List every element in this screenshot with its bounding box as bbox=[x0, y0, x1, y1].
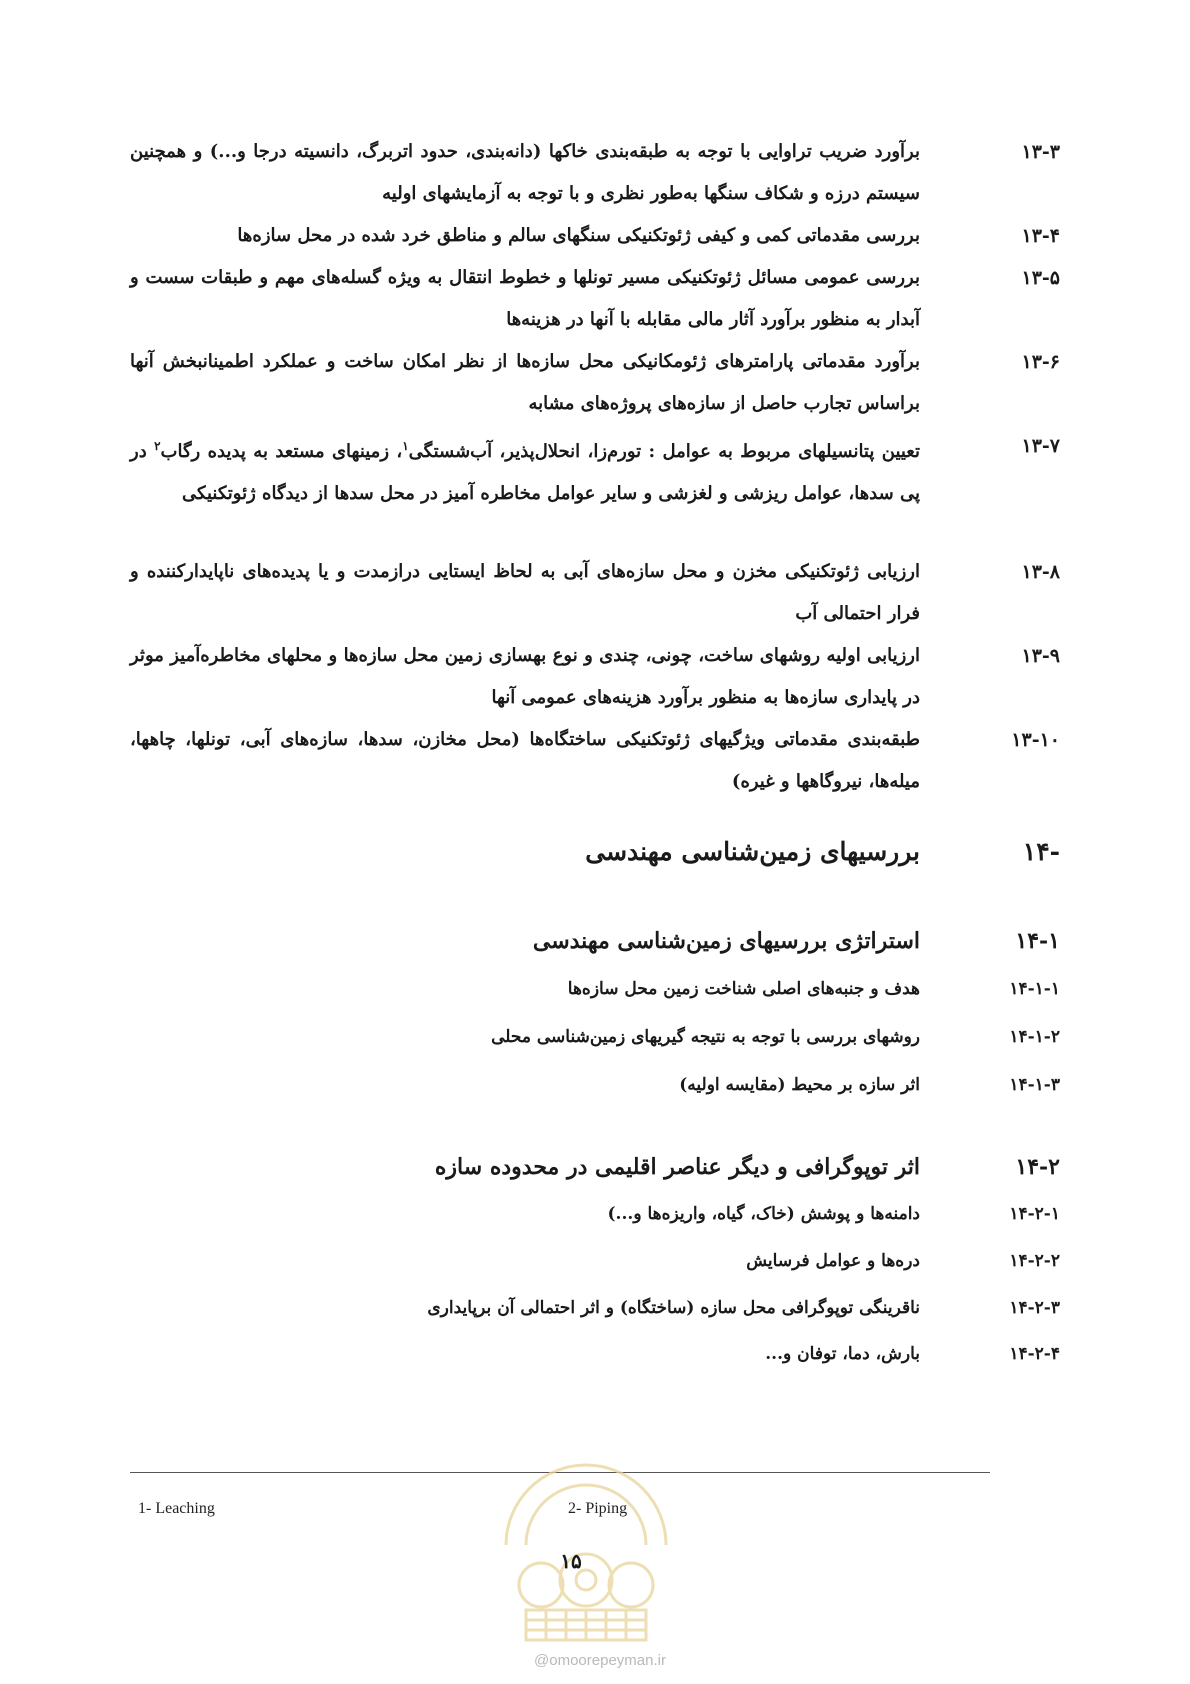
item-text-part: ، زمینهای مستعد به پدیده رگاب bbox=[160, 441, 403, 462]
section-number: ۱۴- bbox=[1022, 837, 1060, 866]
item-text: برآورد مقدماتی پارامترهای ژئومکانیکی محل سازه‌ها از نظر امکان ساخت و عملکرد اطمینانبخش آنها براساس تجارب حاصل از سازه‌های پروژه‌های مشابه bbox=[130, 351, 920, 414]
footnote-1: 1- Leaching bbox=[138, 1500, 215, 1517]
list-item bbox=[130, 1016, 1060, 1058]
list-item bbox=[130, 1333, 1060, 1375]
item-number: ۱۴-۲-۴ bbox=[1009, 1344, 1060, 1364]
item-text: بررسی مقدماتی کمی و کیفی ژئوتکنیکی سنگهای سالم و مناطق خرد شده در محل سازه‌ها bbox=[237, 225, 920, 246]
item-text: طبقه‌بندی مقدماتی ویژگیهای ژئوتکنیکی ساختگاه‌ها (محل مخازن، سدها، سازه‌های آبی، تونلها، چاهها، میله‌ها، نیروگاهها و غیره) bbox=[130, 729, 920, 792]
item-text: برآورد ضریب تراوایی با توجه به طبقه‌بندی خاکها (دانه‌بندی، حدود اتربرگ، دانسیته درجا و...) و همچنین سیستم درزه و شکاف سنگها به‌طور نظری و با توجه به آزمایشهای اولیه bbox=[130, 141, 920, 204]
list-item bbox=[130, 131, 1060, 215]
list-item bbox=[130, 1240, 1060, 1282]
section-title: بررسیهای زمین‌شناسی مهندسی bbox=[585, 837, 920, 866]
list-item bbox=[130, 341, 1060, 425]
item-text: روشهای بررسی با توجه به نتیجه گیریهای زمین‌شناسی محلی bbox=[491, 1027, 920, 1047]
item-text: ارزیابی ژئوتکنیکی مخزن و محل سازه‌های آبی به لحاظ ایستایی درازمدت و یا پدیده‌های ناپایدارکننده و فرار احتمالی آب bbox=[130, 561, 920, 624]
subsection-heading-14-2 bbox=[130, 1146, 1060, 1188]
item-number: ۱۳-۸ bbox=[1021, 561, 1060, 583]
page-number: ۱۵ bbox=[560, 1549, 582, 1573]
item-number: ۱۳-۱۰ bbox=[1011, 729, 1060, 751]
list-item bbox=[130, 635, 1060, 719]
item-number: ۱۴-۱-۱ bbox=[1009, 979, 1060, 999]
item-number: ۱۴-۲-۳ bbox=[1009, 1298, 1060, 1318]
list-item bbox=[130, 1287, 1060, 1329]
item-text: بارش، دما، توفان و... bbox=[765, 1344, 920, 1364]
item-number: ۱۴-۱-۲ bbox=[1009, 1027, 1060, 1047]
subsection-title: استراتژی بررسیهای زمین‌شناسی مهندسی bbox=[532, 928, 920, 954]
item-number: ۱۳-۵ bbox=[1021, 267, 1060, 289]
list-item bbox=[130, 425, 1060, 515]
item-text bbox=[130, 425, 920, 515]
subsection-title: اثر توپوگرافی و دیگر عناصر اقلیمی در محدوده سازه bbox=[434, 1154, 920, 1180]
list-item bbox=[130, 719, 1060, 803]
watermark-logo-icon bbox=[486, 1435, 686, 1645]
item-text: ناقرینگی توپوگرافی محل سازه (ساختگاه) و اثر احتمالی آن برپایداری bbox=[427, 1298, 920, 1318]
item-text: ارزیابی اولیه روشهای ساخت، چونی، چندی و نوع بهسازی زمین محل سازه‌ها و محلهای مخاطره‌آمیز موثر در پایداری سازه‌ها به منظور برآورد هزینه‌های عمومی آنها bbox=[130, 645, 920, 708]
subsection-number: ۱۴-۱ bbox=[1015, 928, 1060, 954]
section-heading-14 bbox=[130, 831, 1060, 873]
footnote-2: 2- Piping bbox=[568, 1500, 628, 1517]
footnote-ref-1: ۱ bbox=[402, 439, 409, 453]
list-item bbox=[130, 1064, 1060, 1106]
item-text: اثر سازه بر محیط (مقایسه اولیه) bbox=[679, 1075, 920, 1095]
list-item bbox=[130, 1193, 1060, 1235]
subsection-number: ۱۴-۲ bbox=[1015, 1154, 1060, 1180]
item-number: ۱۴-۲-۲ bbox=[1009, 1251, 1060, 1271]
watermark-site: @omoorepeyman.ir bbox=[534, 1652, 666, 1669]
item-number: ۱۳-۷ bbox=[1021, 435, 1060, 457]
list-item bbox=[130, 968, 1060, 1010]
item-text: دامنه‌ها و پوشش (خاک، گیاه، واریزه‌ها و...) bbox=[607, 1204, 920, 1224]
list-item bbox=[130, 551, 1060, 635]
item-number: ۱۳-۳ bbox=[1021, 141, 1060, 163]
item-text: بررسی عمومی مسائل ژئوتکنیکی مسیر تونلها و خطوط انتقال به ویژه گسله‌های مهم و طبقات سست و آبدار به منظور برآورد آثار مالی مقابله با آنها در هزینه‌ها bbox=[130, 267, 920, 330]
item-number: ۱۴-۲-۱ bbox=[1009, 1204, 1060, 1224]
item-text-part: تعیین پتانسیلهای مربوط به عوامل : تورم‌زا، انحلال‌پذیر، آب‌شستگی bbox=[408, 441, 921, 462]
item-text: هدف و جنبه‌های اصلی شناخت زمین محل سازه‌ها bbox=[567, 979, 920, 999]
item-number: ۱۳-۹ bbox=[1021, 645, 1060, 667]
list-item bbox=[130, 215, 1060, 257]
subsection-heading-14-1 bbox=[130, 920, 1060, 962]
item-number: ۱۳-۴ bbox=[1021, 225, 1060, 247]
item-text-part: در پی سدها، عوامل ریزشی و لغزشی و سایر عوامل مخاطره آمیز در محل سدها از دیدگاه ژئوتکنیکی bbox=[130, 441, 920, 504]
list-item bbox=[130, 257, 1060, 341]
footnote-ref-2: ۲ bbox=[154, 439, 161, 453]
item-number: ۱۴-۱-۳ bbox=[1009, 1075, 1060, 1095]
item-text: دره‌ها و عوامل فرسایش bbox=[746, 1251, 920, 1271]
item-number: ۱۳-۶ bbox=[1021, 351, 1060, 373]
